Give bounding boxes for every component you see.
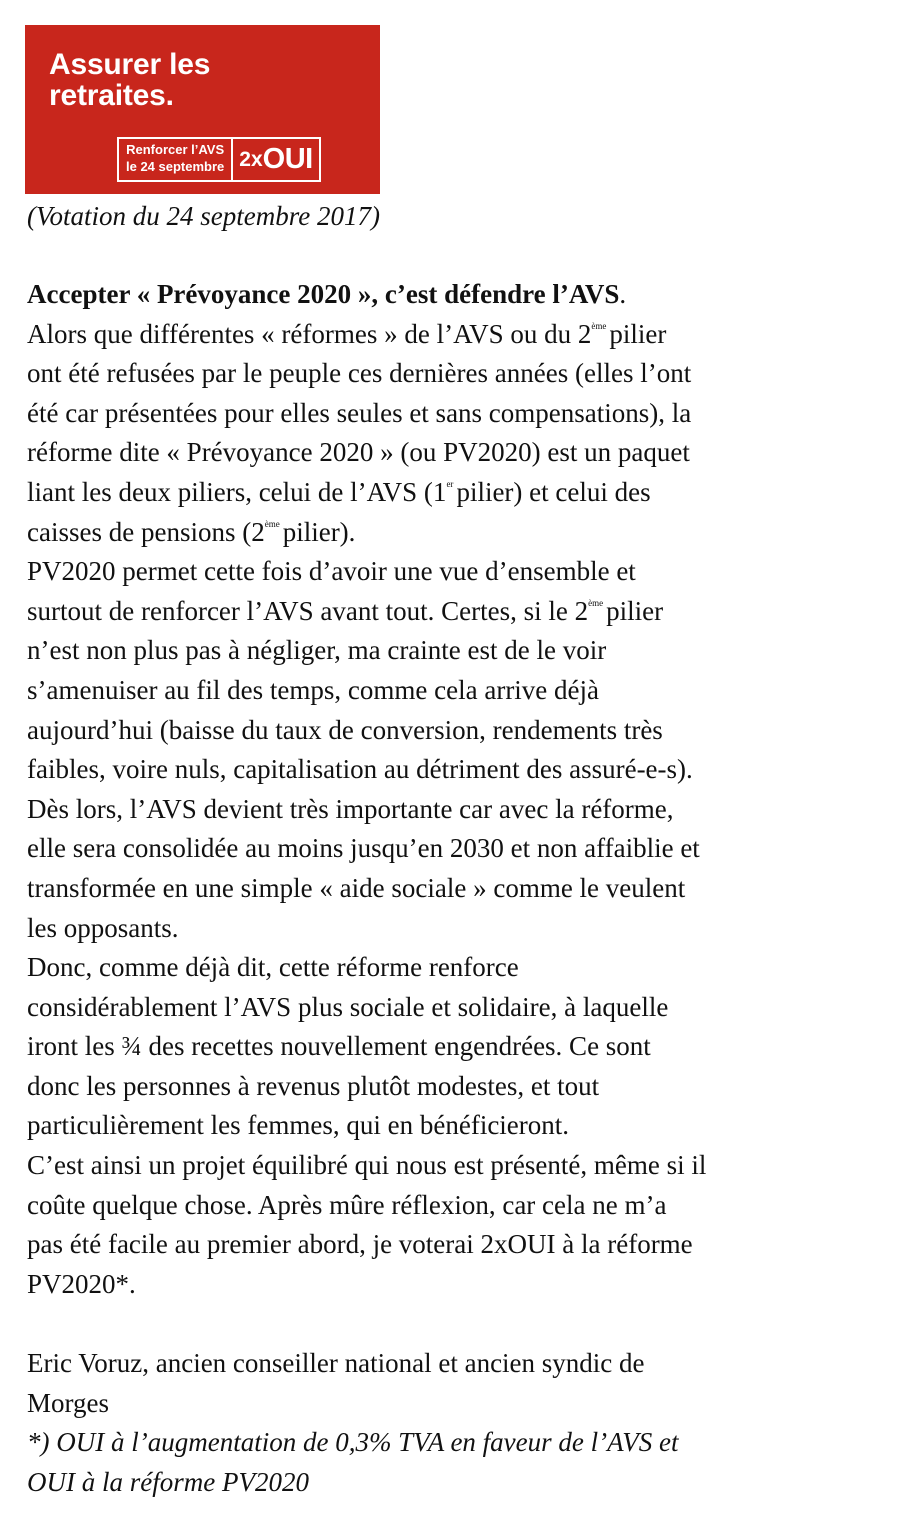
text-segment: pilier) et celui des bbox=[456, 476, 651, 507]
superscript: ème bbox=[264, 518, 280, 529]
text-line: Dès lors, l’AVS devient très importante car avec la réforme, bbox=[27, 793, 674, 824]
signature-line: Morges bbox=[27, 1387, 110, 1418]
text-line: elle sera consolidée au moins jusqu’en 2030 et non affaiblie et bbox=[27, 833, 700, 864]
text-segment: pilier bbox=[609, 318, 667, 349]
banner-title-line: retraites. bbox=[49, 79, 174, 112]
text-line bbox=[27, 473, 897, 513]
text-line: donc les personnes à revenus plutôt modestes, et tout bbox=[27, 1070, 600, 1101]
text-line: C’est ainsi un projet équilibré qui nous est présenté, même si il bbox=[27, 1150, 707, 1181]
text-line: été car présentées pour elles seules et sans compensations), la bbox=[27, 397, 692, 428]
text-line bbox=[27, 315, 897, 355]
superscript: ème bbox=[591, 320, 607, 331]
text-line: particulièrement les femmes, qui en bénéficieront. bbox=[27, 1110, 570, 1141]
text-line: pas été facile au premier abord, je voterai 2xOUI à la réforme bbox=[27, 1229, 693, 1260]
banner-title bbox=[49, 49, 210, 111]
text-line: les opposants. bbox=[27, 912, 179, 943]
heading-end: . bbox=[619, 279, 627, 309]
text-line: transformée en une simple « aide sociale » comme le veulent bbox=[27, 872, 686, 903]
text-line: coûte quelque chose. Après mûre réflexion, car cela ne m’a bbox=[27, 1189, 667, 1220]
footnote-line: OUI à la réforme PV2020 bbox=[27, 1466, 309, 1497]
text-segment: pilier). bbox=[282, 516, 356, 547]
footnote-line: *) OUI à l’augmentation de 0,3% TVA en faveur de l’AVS et bbox=[27, 1427, 679, 1458]
text-segment: surtout de renforcer l’AVS avant tout. Certes, si le 2 bbox=[27, 595, 589, 626]
text-line bbox=[27, 592, 897, 632]
campaign-banner bbox=[25, 25, 380, 194]
article-body bbox=[27, 275, 897, 1502]
article-heading bbox=[27, 275, 897, 315]
text-line: iront les ¾ des recettes nouvellement engendrées. Ce sont bbox=[27, 1031, 651, 1062]
banner-title-line: Assurer les bbox=[49, 48, 211, 81]
text-line: faibles, voire nuls, capitalisation au détriment des assuré-e-s). bbox=[27, 754, 693, 785]
banner-subtitle-line: Renforcer l’AVS bbox=[126, 142, 225, 157]
signature-line: Eric Voruz, ancien conseiller national et ancien syndic de bbox=[27, 1348, 645, 1379]
text-segment: Alors que différentes « réformes » de l’AVS ou du 2 bbox=[27, 318, 592, 349]
banner-subtitle bbox=[119, 139, 233, 180]
text-segment: liant les deux piliers, celui de l’AVS (1 bbox=[27, 476, 447, 507]
banner-subtitle-line: le 24 septembre bbox=[126, 159, 225, 174]
text-line: n’est non plus pas à négliger, ma crainte est de le voir bbox=[27, 635, 607, 666]
vote-date-caption: (Votation du 24 septembre 2017) bbox=[27, 201, 380, 231]
vote-multiplier: 2x bbox=[239, 147, 263, 171]
banner-vote-box bbox=[117, 137, 321, 182]
text-line: PV2020*. bbox=[27, 1268, 136, 1299]
text-line: considérablement l’AVS plus sociale et solidaire, à laquelle bbox=[27, 991, 669, 1022]
banner-vote-label bbox=[233, 139, 318, 180]
vote-word: OUI bbox=[262, 143, 313, 175]
superscript: er bbox=[446, 478, 454, 489]
text-line: Donc, comme déjà dit, cette réforme renforce bbox=[27, 952, 519, 983]
text-line: s’amenuiser au fil des temps, comme cela arrive déjà bbox=[27, 674, 600, 705]
text-line bbox=[27, 513, 897, 553]
superscript: ème bbox=[588, 597, 604, 608]
text-line: ont été refusées par le peuple ces dernières années (elles l’ont bbox=[27, 358, 692, 389]
text-segment: caisses de pensions (2 bbox=[27, 516, 265, 547]
text-line: aujourd’hui (baisse du taux de conversion, rendements très bbox=[27, 714, 663, 745]
text-line: PV2020 permet cette fois d’avoir une vue d’ensemble et bbox=[27, 556, 636, 587]
text-line: réforme dite « Prévoyance 2020 » (ou PV2020) est un paquet bbox=[27, 437, 690, 468]
spacer bbox=[27, 1304, 897, 1344]
text-segment: pilier bbox=[606, 595, 664, 626]
heading-text: Accepter « Prévoyance 2020 », c’est défendre l’AVS bbox=[27, 279, 620, 309]
